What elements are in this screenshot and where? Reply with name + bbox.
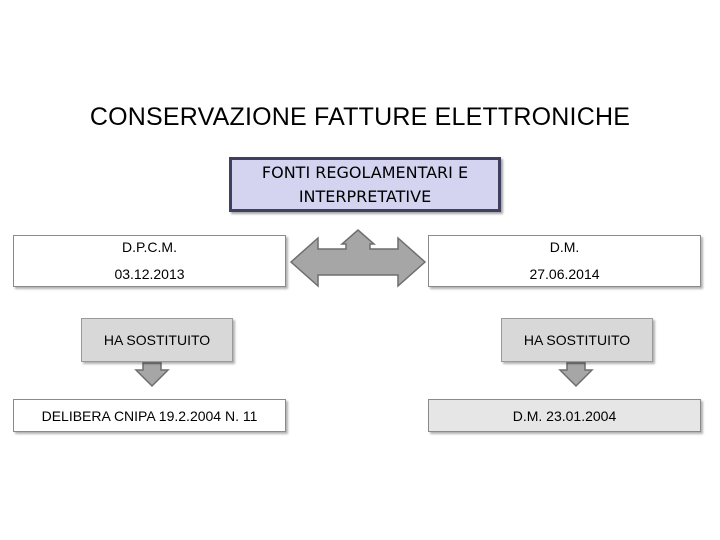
left-down-arrow xyxy=(136,363,168,386)
left-replaced-label: HA SOSTITUITO xyxy=(81,318,233,362)
dm-box xyxy=(428,235,701,287)
right-down-arrow xyxy=(560,363,592,386)
dpcm-box-line1: D.P.C.M. xyxy=(122,239,177,255)
right-replaced-label: HA SOSTITUITO xyxy=(501,318,653,362)
dm-2004-box: D.M. 23.01.2004 xyxy=(428,399,701,432)
sources-box-line1: FONTI REGOLAMENTARI E xyxy=(261,162,469,182)
sources-box-line2: INTERPRETATIVE xyxy=(298,186,432,206)
dm-box-line2: 27.06.2014 xyxy=(529,266,600,282)
delibera-cnipa-box: DELIBERA CNIPA 19.2.2004 N. 11 xyxy=(13,399,286,432)
dpcm-box xyxy=(13,235,286,287)
dpcm-box-line2: 03.12.2013 xyxy=(114,266,185,282)
diagram-title: CONSERVAZIONE FATTURE ELETTRONICHE xyxy=(89,103,631,131)
three-way-arrow xyxy=(291,230,425,286)
dm-box-line1: D.M. xyxy=(549,239,580,255)
